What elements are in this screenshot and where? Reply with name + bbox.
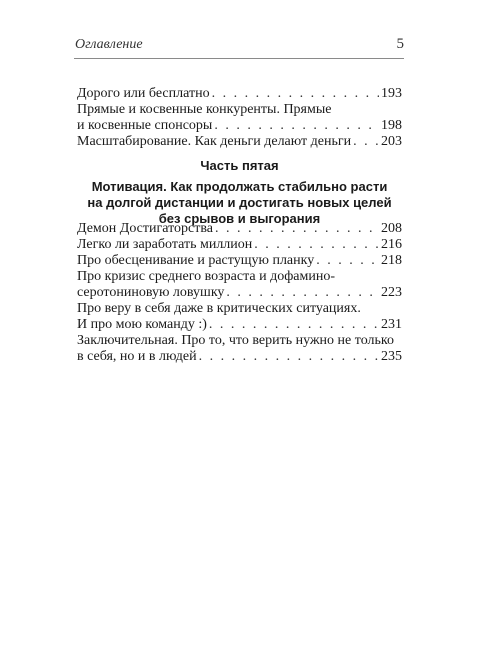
toc-entry-title: Легко ли заработать миллион bbox=[77, 237, 253, 252]
toc-entry-title-line-1: Про кризис среднего возраста и дофамино- bbox=[77, 269, 335, 284]
toc-entry-title: Масштабирование. Как деньги делают деньги bbox=[77, 134, 352, 149]
toc-entry bbox=[77, 237, 402, 253]
toc-entry-page: 218 bbox=[381, 253, 402, 268]
part-title-line: на долгой дистанции и достигать новых целей bbox=[87, 195, 392, 210]
toc-entry-title-line-1: Заключительная. Про то, что верить нужно не только bbox=[77, 333, 394, 348]
dot-leader bbox=[316, 253, 379, 269]
toc-entry bbox=[77, 134, 402, 150]
toc-entry-title: И про мою команду :) bbox=[77, 317, 207, 332]
toc-entry-title: Про обесценивание и растущую планку bbox=[77, 253, 315, 268]
part-title-line: без срывов и выгорания bbox=[158, 211, 321, 226]
toc-entry-page: 208 bbox=[381, 221, 402, 236]
dot-leader bbox=[254, 237, 379, 253]
toc-list-part-five bbox=[77, 221, 402, 365]
toc-entry-page: 203 bbox=[381, 134, 402, 149]
toc-entry-title-line-1: Про веру в себя даже в критических ситуациях. bbox=[77, 301, 361, 316]
page-number: 5 bbox=[396, 36, 404, 52]
toc-entry-title: серотониновую ловушку bbox=[77, 285, 225, 300]
dot-leader bbox=[212, 86, 379, 102]
dot-leader bbox=[199, 349, 379, 365]
dot-leader bbox=[353, 134, 379, 150]
toc-entry bbox=[77, 221, 402, 237]
toc-entry bbox=[77, 301, 402, 333]
toc-list-part-four-end bbox=[77, 86, 402, 150]
part-title-line: Мотивация. Как продолжать стабильно расти bbox=[91, 179, 388, 194]
toc-entry-title: Дорого или бесплатно bbox=[77, 86, 210, 101]
running-header bbox=[74, 36, 404, 59]
toc-entry-title: и косвенные спонсоры bbox=[77, 118, 213, 133]
toc-entry-page: 216 bbox=[381, 237, 402, 252]
toc-entry bbox=[77, 253, 402, 269]
toc-entry-page: 231 bbox=[381, 317, 402, 332]
dot-leader bbox=[226, 285, 379, 301]
toc-entry-title: Демон Достигаторства bbox=[77, 221, 214, 236]
toc-entry-page: 235 bbox=[381, 349, 402, 364]
toc-entry-page: 193 bbox=[381, 86, 402, 101]
toc-entry-title-line-1: Прямые и косвенные конкуренты. Прямые bbox=[77, 102, 332, 117]
toc-entry bbox=[77, 269, 402, 301]
dot-leader bbox=[214, 118, 379, 134]
toc-entry bbox=[77, 102, 402, 134]
toc-entry-page: 198 bbox=[381, 118, 402, 133]
dot-leader bbox=[209, 317, 379, 333]
toc-entry bbox=[77, 86, 402, 102]
toc-entry-title: в себя, но и в людей bbox=[77, 349, 197, 364]
running-title: Оглавление bbox=[75, 37, 143, 52]
toc-entry bbox=[77, 333, 402, 365]
part-label: Часть пятая bbox=[200, 158, 279, 173]
toc-entry-page: 223 bbox=[381, 285, 402, 300]
dot-leader bbox=[215, 221, 379, 237]
part-title bbox=[77, 179, 402, 227]
